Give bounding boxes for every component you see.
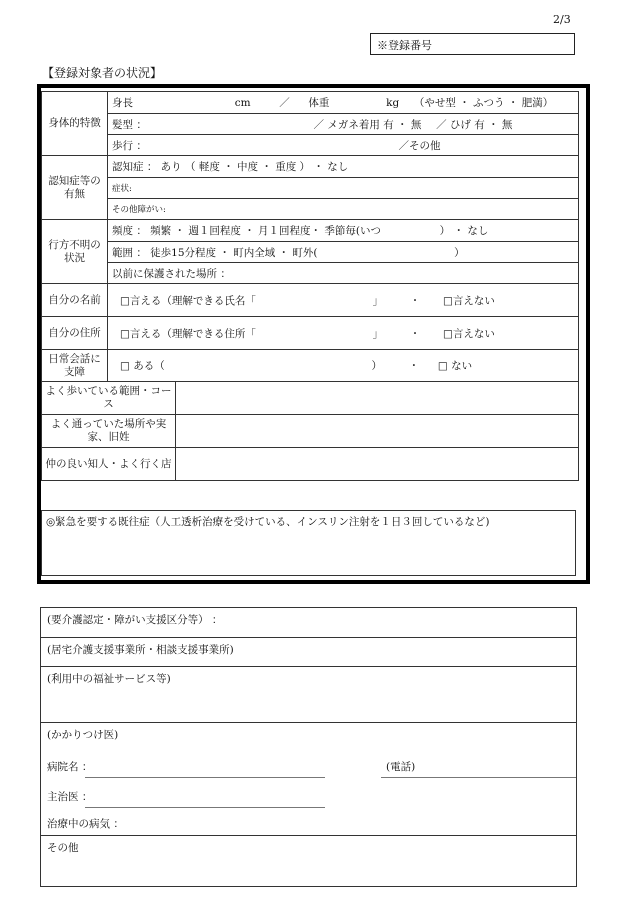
- own-name-cannot-checkbox[interactable]: □言えない: [442, 294, 495, 307]
- own-name-close: 」: [372, 294, 384, 307]
- height-weight-row: [42, 92, 579, 114]
- physician-input-line[interactable]: [85, 807, 325, 808]
- own-address-cannot-checkbox[interactable]: □言えない: [442, 327, 495, 340]
- frequent-places-header: よく通っていた場所や実家、旧姓: [42, 415, 176, 448]
- missing-header: 行方不明の状況: [42, 220, 108, 284]
- hair-row: [42, 114, 579, 135]
- own-name-field[interactable]: [108, 284, 579, 317]
- walk-route-field[interactable]: [176, 382, 579, 415]
- build-options: （やせ型 ・ ふつう ・ 肥満）: [413, 97, 554, 109]
- friends-field[interactable]: [176, 448, 579, 481]
- care-level-label: (要介護認定・障がい支援区分等） ：: [47, 614, 223, 626]
- symptoms-row: [42, 178, 579, 199]
- own-address-can-checkbox[interactable]: □言える（理解できる住所「: [120, 327, 256, 340]
- daily-talk-yes-checkbox[interactable]: □ ある（: [120, 360, 165, 372]
- emergency-label: ◎緊急を要する既往症（人工透析治療を受けている、インスリン注射を１日３回しているなど): [46, 516, 490, 528]
- frequent-places-field[interactable]: [176, 415, 579, 448]
- page-number: 2/3: [553, 13, 571, 26]
- welfare-row[interactable]: [41, 667, 576, 723]
- range-label: 範囲 ： 徒歩15分程度 ・ 町内全域 ・ 町外(: [112, 246, 318, 259]
- welfare-label: (利用中の福祉サービス等): [47, 673, 171, 685]
- frequent-places-row: [42, 415, 579, 448]
- own-name-header: 自分の名前: [42, 284, 108, 317]
- other-label: ／その他: [398, 139, 441, 152]
- own-address-field[interactable]: [108, 317, 579, 350]
- other-label: その他: [47, 842, 79, 854]
- phone-label: (電話): [386, 761, 416, 773]
- own-name-can-checkbox[interactable]: □言える（理解できる氏名「: [120, 294, 256, 307]
- care-info-box: [40, 607, 577, 887]
- care-office-label: (居宅介護支援事業所・相談支援事業所): [47, 644, 234, 656]
- dementia-status[interactable]: 認知症 ： あり （ 軽度 ・ 中度 ・ 重度 ） ・ なし: [108, 156, 579, 178]
- frequency-end: ） ・ なし: [439, 225, 489, 237]
- dementia-row: [42, 156, 579, 178]
- emergency-medical-box[interactable]: [41, 510, 576, 576]
- hair-label: 髪型 ：: [112, 118, 147, 131]
- beard-options: ／ ひげ 有 ・ 無: [436, 118, 513, 131]
- daily-talk-dot: ・: [408, 360, 420, 372]
- care-level-row[interactable]: [41, 608, 576, 638]
- height-weight-field[interactable]: [108, 92, 579, 114]
- daily-talk-row: [42, 350, 579, 382]
- slash: ／: [279, 97, 290, 109]
- prev-place-row: [42, 263, 579, 284]
- daily-talk-header: 日常会話に支障: [42, 350, 108, 382]
- kg-unit: kg: [386, 97, 400, 109]
- care-office-row[interactable]: [41, 638, 576, 667]
- frequency-label: 頻度 ： 頻繁 ・ 週１回程度 ・ 月１回程度・ 季節毎(いつ: [112, 225, 381, 237]
- section-title: 【登録対象者の状況】: [42, 66, 163, 80]
- range-field[interactable]: [108, 242, 579, 263]
- own-address-close: 」: [372, 327, 384, 340]
- daily-talk-close: ）: [371, 360, 382, 372]
- prev-place-field[interactable]: 以前に保護された場所 ：: [108, 263, 579, 284]
- symptoms-field[interactable]: 症状:: [108, 178, 579, 199]
- range-row: [42, 242, 579, 263]
- friends-row: [42, 448, 579, 481]
- walk-route-header: よく歩いている範囲・コース: [42, 382, 176, 415]
- own-name-row: [42, 284, 579, 317]
- daily-talk-field[interactable]: [108, 350, 579, 382]
- physician-label: 主治医 ：: [47, 791, 93, 803]
- walk-route-row: [42, 382, 579, 415]
- other-disability-row: [42, 199, 579, 220]
- glasses-options: ／ メガネ着用 有 ・ 無: [313, 118, 422, 131]
- hair-field[interactable]: [108, 114, 579, 135]
- walk-label: 歩行 ：: [112, 139, 147, 152]
- registration-number-box[interactable]: [370, 33, 575, 55]
- physical-header: 身体的特徴: [42, 92, 108, 156]
- doctor-label: (かかりつけ医): [47, 729, 119, 741]
- phone-input-line[interactable]: [381, 777, 576, 778]
- weight-label: 体重: [308, 97, 330, 109]
- dementia-header: 認知症等の有無: [42, 156, 108, 220]
- frequency-field[interactable]: [108, 220, 579, 242]
- height-label: 身長: [112, 97, 133, 109]
- own-address-header: 自分の住所: [42, 317, 108, 350]
- illness-label: 治療中の病気 ：: [47, 818, 124, 830]
- status-table: [41, 91, 579, 481]
- hospital-label: 病院名 ：: [47, 761, 93, 773]
- frequency-row: [42, 220, 579, 242]
- range-end: ）: [454, 246, 465, 259]
- own-address-row: [42, 317, 579, 350]
- friends-header: 仲の良い知人・よく行く店: [42, 448, 176, 481]
- own-name-dot: ・: [409, 294, 421, 307]
- doctor-section: [41, 723, 576, 836]
- daily-talk-no-checkbox[interactable]: □ ない: [437, 360, 473, 372]
- walk-field[interactable]: [108, 135, 579, 156]
- registration-label: ※登録番号: [377, 39, 432, 52]
- cm-unit: cm: [234, 97, 251, 109]
- hospital-input-line[interactable]: [85, 777, 325, 778]
- other-row[interactable]: [41, 836, 576, 887]
- walk-row: [42, 135, 579, 156]
- own-address-dot: ・: [409, 327, 421, 340]
- other-disability-field[interactable]: その他障がい:: [108, 199, 579, 220]
